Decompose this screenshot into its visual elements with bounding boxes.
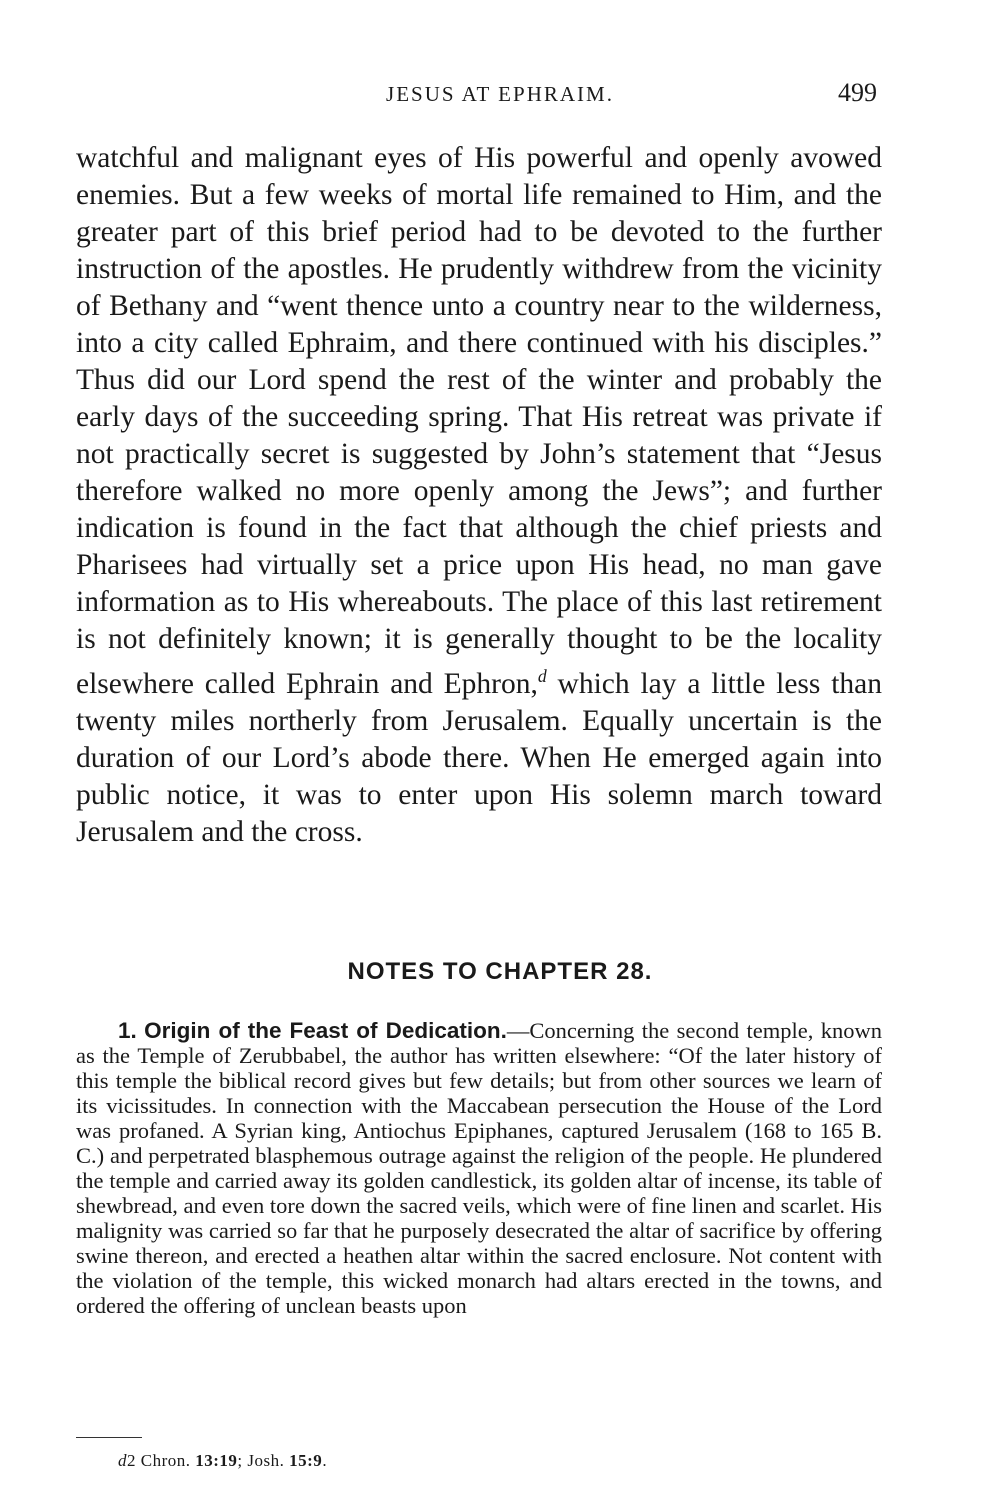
footnote-ref2-number: 15:9	[289, 1451, 323, 1470]
footnote-reference: d	[537, 666, 547, 686]
notes-heading: NOTES TO CHAPTER 28.	[347, 958, 653, 985]
body-text-part1: watchful and malignant eyes of His powerful and openly avowed enemies. But a few weeks of mortal life remained to Him, and the greater part of this brief period had to be devoted to the further instruction of the apostles. He prudently withdrew from the vicinity of Bethany and “went thence unto a country near to the wilderness, into a city called Ephraim, and there continued with his disciples.” Thus did our Lord spend the rest of the winter and probably the early days of the succeeding spring. That His retreat was private if not practically secret is suggested by John’s statement that “Jesus therefore walked no more openly among the Jews”; and further indication is found in the fact that although the chief priests and Pharisees had virtually set a price upon His head, no man gave information as to His whereabouts. The place of this last retirement is not definitely known; it is generally thought to be the locality elsewhere called Ephrain and Ephron,	[76, 142, 882, 700]
footnote-ref1-number: 13:19	[195, 1451, 238, 1470]
note-body: —Concerning the second temple, known as the Temple of Zerubbabel, the author has written elsewhere: “Of the later history of this temple the biblical record gives but few details; but from other sources we learn of its vicissitudes. In connection with the Maccabean persecution the House of the Lord was profaned. A Syrian king, Antiochus Epiphanes, captured Jerusalem (168 to 165 B. C.) and perpetrated blasphemous outrage against the religion of the people. He plundered the temple and carried away its golden candlestick, its golden altar of incense, its table of shewbread, and even tore down the sacred veils, which were of fine linen and scarlet. His malignity was carried so far that he purposely desecrated the altar of sacrifice by offering swine thereon, and erected a heathen altar within the sacred enclosure. Not content with the violation of the temple, this wicked monarch had altars erected in the towns, and ordered the offering of unclean beasts upon	[76, 1018, 882, 1318]
footnote-separator: ; Josh.	[237, 1451, 290, 1470]
footnote-end: .	[322, 1451, 328, 1470]
note-number: 1.	[118, 1018, 137, 1043]
note-1	[76, 1018, 882, 1318]
footnote-marker: d	[118, 1451, 127, 1470]
footnote	[118, 1451, 327, 1471]
footnote-divider	[76, 1437, 142, 1438]
body-paragraph	[76, 140, 882, 851]
footnote-ref1: 2 Chron.	[127, 1451, 196, 1470]
note-title: Origin of the Feast of Dedication.	[144, 1018, 507, 1043]
page-number: 499	[838, 78, 877, 107]
running-header: JESUS AT EPHRAIM.	[386, 82, 614, 106]
body-text-part2: which lay a little less than twenty miles northerly from Jerusalem. Equally uncertain is the duration of our Lord’s abode there. When He emerged again into public notice, it was to enter upon His solemn march toward Jerusalem and the cross.	[76, 667, 883, 848]
